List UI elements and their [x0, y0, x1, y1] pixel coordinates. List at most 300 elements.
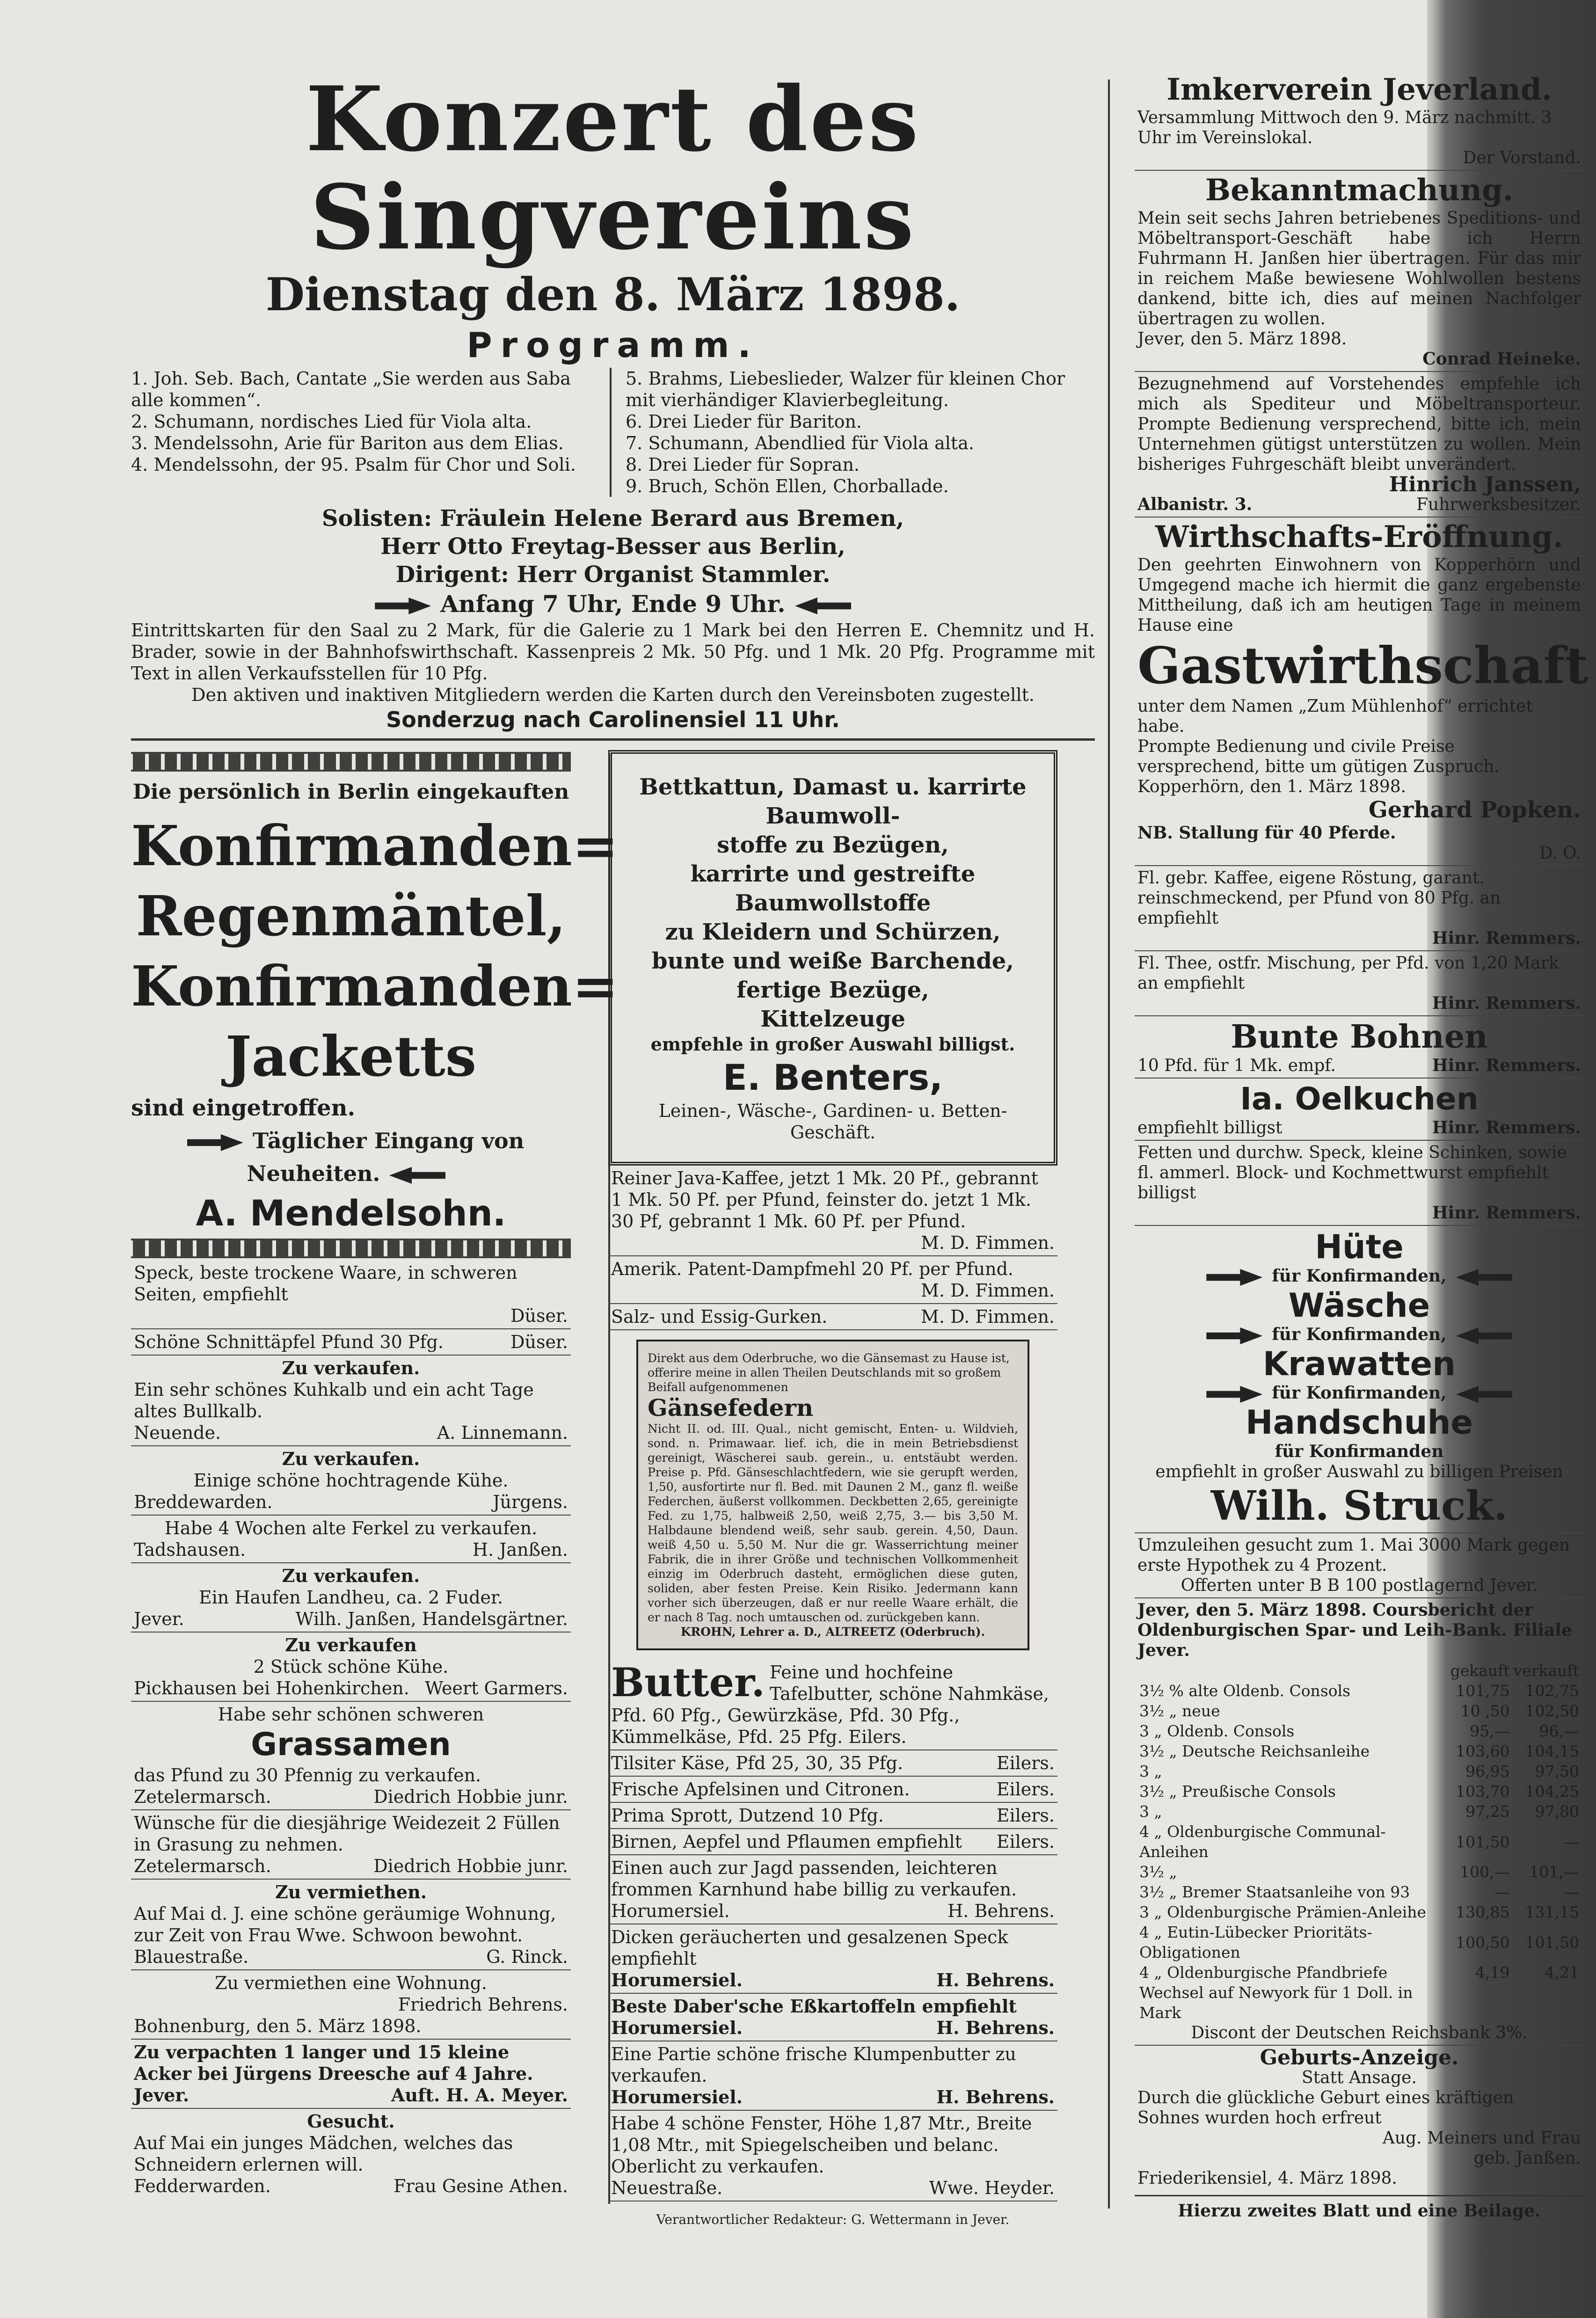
course-table — [1137, 1661, 1581, 2023]
struck-heading: Wäsche — [1288, 1286, 1430, 1325]
pointing-hand-icon — [1456, 1386, 1512, 1403]
ad-text: Habe 4 Wochen alte Ferkel zu verkaufen. — [164, 1518, 538, 1538]
course-cell: — — [1564, 1883, 1579, 1901]
course-cell: 3½ „ Preußische Consols — [1139, 1782, 1336, 1800]
ad — [1135, 1016, 1584, 1079]
ad-place: Breddewarden. — [134, 1492, 273, 1512]
ad — [608, 2041, 1057, 2111]
pointing-hand-icon — [1206, 1327, 1262, 1344]
struck-name: Wilh. Struck. — [1210, 1482, 1508, 1530]
ad-heading: Zu vermiethen. — [275, 1881, 427, 1903]
benters-line: stoffe zu Bezügen, — [717, 832, 949, 858]
ad-place: Horumersiel. — [611, 2017, 743, 2038]
ad-sign: Düser. — [510, 1332, 568, 1352]
ad-sign: A. Linnemann. — [437, 1422, 568, 1443]
divider — [131, 738, 1095, 741]
ad-text: Salz- und Essig-Gurken. — [611, 1306, 828, 1327]
course-row — [1137, 1822, 1581, 1862]
ad-place: Fedderwarden. — [134, 2176, 271, 2196]
ad-text: Eine Partie schöne frische Klumpenbutter zu verkaufen. — [611, 2044, 1016, 2086]
ad-place: Tadshausen. — [134, 1539, 246, 1560]
divider — [1135, 2195, 1584, 2196]
loan-text: Umzuleihen gesucht zum 1. Mai 3000 Mark gegen erste Hypothek zu 4 Prozent. — [1137, 1536, 1570, 1575]
ad-heading: Zu verkaufen. — [282, 1565, 420, 1586]
concert-title: Konzert des Singvereins — [306, 67, 920, 270]
ad-text: Speck, beste trockene Waare, in schweren Seiten, empfiehlt — [134, 1262, 517, 1305]
ad-text: Versammlung Mittwoch den 9. März nachmitt. 3 Uhr im Vereinslokal. — [1137, 108, 1552, 147]
right-column — [1135, 70, 1589, 2221]
course-report — [1135, 1598, 1584, 2046]
ad — [131, 1880, 571, 1970]
birth-ad — [1135, 2046, 1584, 2190]
wirth-heading: Wirthschafts-Eröffnung. — [1155, 519, 1563, 554]
ad-place: Horumersiel. — [611, 1901, 730, 1921]
ads-row — [131, 750, 1095, 2231]
ad-text: Beste Daber'sche Eßkartoffeln empfiehlt — [611, 1996, 1017, 2017]
ad-sign: Hinr. Remmers. — [1432, 993, 1581, 1013]
ad-text: Mein seit sechs Jahren betriebenes Speditions- und Möbeltransport-Geschäft habe ich Herrn Fuhrmann H. Janßen hier übertragen. Für das mir in reichem Maße bewiesene Wohlwollen bestens dankend, bitte ich, dies auf meinen Nachfolger übertragen zu wollen. — [1137, 209, 1581, 328]
ad-place: Blauestraße. — [134, 1946, 249, 1967]
ad-heading: Zu verkaufen. — [282, 1357, 420, 1378]
ad-text: Birnen, Aepfel und Pflaumen empfiehlt — [611, 1831, 962, 1852]
ad-sign: Eilers. — [996, 1753, 1055, 1773]
ad — [608, 1994, 1057, 2041]
program-item: 2. Schumann, nordisches Lied für Viola alta. — [131, 411, 532, 432]
ad-sign: Wilh. Janßen, Handelsgärtner. — [295, 1609, 568, 1629]
pointing-hand-icon — [375, 598, 431, 614]
course-row — [1137, 1902, 1581, 1922]
mendelsohn-name: A. Mendelsohn. — [196, 1192, 506, 1234]
mendelsohn-line: Konfirmanden= — [131, 954, 619, 1019]
footer-editor: Verantwortlicher Redakteur: G. Wettermann in Jever. — [656, 2212, 1010, 2227]
ads-col-b — [608, 750, 1057, 2231]
ad — [131, 1702, 571, 1810]
ad-sign: Jürgens. — [493, 1492, 568, 1512]
ad-sign: H. Behrens. — [936, 2086, 1055, 2107]
wirth-text-2: unter dem Namen „Zum Mühlenhof“ errichtet habe. — [1137, 697, 1533, 736]
loan-ad — [1135, 1533, 1584, 1598]
ad-place: Jever. — [134, 2085, 189, 2106]
ad-text: Einige schöne hochtragende Kühe. — [193, 1470, 509, 1491]
benters-name: E. Benters, — [722, 1057, 943, 1098]
program-item: 8. Drei Lieder für Sopran. — [626, 454, 860, 475]
struck-text: empfiehlt in großer Auswahl zu billigen Preisen — [1155, 1462, 1563, 1481]
pointing-hand-icon — [389, 1167, 445, 1184]
ad-text: Amerik. Patent-Dampfmehl 20 Pf. per Pfund. — [611, 1259, 1014, 1279]
struck-ad — [1135, 1226, 1584, 1533]
pointing-hand-icon — [795, 598, 851, 614]
ad — [1135, 951, 1584, 1016]
course-cell — [1512, 1983, 1581, 2023]
ad — [608, 1750, 1057, 1777]
program-left — [131, 368, 612, 497]
course-cell: 131,15 — [1525, 1903, 1579, 1921]
course-col-header: verkauft — [1513, 1662, 1579, 1680]
wirth-sign: Gerhard Popken. — [1368, 797, 1581, 823]
benters-recommend: empfehle in großer Auswahl billigst. — [650, 1034, 1015, 1055]
course-cell: 3½ % alte Oldenb. Consols — [1139, 1682, 1351, 1700]
ad — [608, 1924, 1057, 1994]
ad-sign: M. D. Fimmen. — [921, 1280, 1055, 1301]
ticket-info: Eintrittskarten für den Saal zu 2 Mark, für die Galerie zu 1 Mark bei den Herren E. Chemnitz und H. Brader, sowie in der Bahnhofswirthschaft. Kassenpreis 2 Mk. 50 Pfg. und 1 Mk. 20 Pfg. Programme mit Text in allen Verkaufsstellen für 10 Pfg. — [131, 620, 1095, 684]
ad — [131, 1633, 571, 1702]
soloists: Solisten: Fräulein Helene Berard aus Bremen, — [321, 505, 904, 532]
ad — [131, 1260, 571, 1329]
ad-sign: H. Behrens. — [936, 2017, 1055, 2038]
course-col-header: gekauft — [1450, 1662, 1510, 1680]
ad-place: Albanistr. 3. — [1137, 495, 1253, 514]
ad-text: Ein Haufen Landheu, ca. 2 Fuder. — [198, 1587, 503, 1608]
butter-ad — [608, 1660, 1057, 1750]
ad-place: Bohnenburg, den 5. März 1898. — [134, 2016, 422, 2036]
birth-place: Friederikensiel, 4. März 1898. — [1137, 2169, 1397, 2188]
feathers-body: Nicht II. od. III. Qual., nicht gemischt, Enten- u. Wildvieh, sond. n. Primawaar. lief. ich, die in mein Betriebsdienst gereinigt, Wäscherei saub. gerein., u. entstäubt werden. Preise p. Pfd. Gänseschlachtfedern, wie sie gerupft werden, 1,50, ausfortirte nur fl. Bed. mit Daunen 2 M., ganz fl. weiße Federchen, äußerst vollkommen. Deckbetten 2,65, gereinigte Fed. zu 1,75, halbweiß 2,50, weiß 2,75, 3.— bis 3,50 M. Halbdaune blendend weiß, sehr saub. gerein. 4,50, Daun. weiß 4,50 u. 5,50 M. Nur die gr. Wasserrichtung meiner Fabrik, die in ihrer Größe und technischen Vollkommenheit einzig im Oderbruch dasteht, ermöglichen diese guten, soliden, aber festen Preise. Kein Risiko. Jedermann kann vorher sich überzeugen, daß er nur reelle Waare erhält, die er nach 8 Tag. noch umtauschen od. zurückgeben kann. — [648, 1422, 1018, 1624]
struck-for-text: für Konfirmanden, — [1272, 1383, 1447, 1403]
ad-sign: Hinr. Remmers. — [1432, 1203, 1581, 1223]
butter-sign: Eilers. — [848, 1727, 907, 1747]
mendelsohn-arrived: sind eingetroffen. — [131, 1095, 356, 1121]
benters-line: Bettkattun, Damast u. karrirte Baumwoll- — [639, 774, 1027, 829]
mendelsohn-line: Regenmäntel, — [136, 883, 566, 948]
course-cell: 4 „ Eutin-Lübecker Prioritäts-Obligationen — [1139, 1923, 1372, 1961]
ad-place: Neuestraße. — [611, 2178, 723, 2198]
ad-text: empfiehlt billigst — [1137, 1118, 1283, 1137]
ad-place: Jever. — [134, 1609, 184, 1629]
ad-sign: M. D. Fimmen. — [921, 1306, 1055, 1327]
ad-text: Tilsiter Käse, Pfd 25, 30, 35 Pfg. — [611, 1753, 904, 1773]
ad-place: Zetelermarsch. — [134, 1856, 271, 1876]
ad-heading: Zu verkaufen. — [282, 1448, 420, 1469]
course-cell: 103,70 — [1456, 1782, 1510, 1800]
ad-sign: Diedrich Hobbie junr. — [373, 1786, 568, 1807]
ad — [131, 2040, 571, 2109]
course-row — [1137, 1862, 1581, 1882]
birth-sign: Aug. Meiners und Frau — [1382, 2128, 1581, 2148]
loan-text-2: Offerten unter B B 100 postlagernd Jever. — [1181, 1576, 1538, 1595]
ad-text: Fetten und durchw. Speck, kleine Schinken, sowie fl. ammerl. Block- und Kochmettwurst empfiehlt billigst — [1137, 1143, 1567, 1203]
course-row — [1137, 1681, 1581, 1701]
program-item: 3. Mendelssohn, Arie für Bariton aus dem Elias. — [131, 433, 564, 453]
ornament-border — [131, 1239, 571, 1258]
course-cell: 101,75 — [1456, 1682, 1510, 1700]
course-cell: 104,15 — [1525, 1742, 1579, 1760]
ad — [131, 1810, 571, 1880]
struck-heading: Handschuhe — [1246, 1403, 1473, 1442]
course-cell: 3½ „ — [1139, 1863, 1177, 1881]
ad-sign: G. Rinck. — [486, 1946, 568, 1967]
program-item: 1. Joh. Seb. Bach, Cantate „Sie werden aus Saba alle kommen“. — [131, 368, 571, 410]
course-cell: 3 „ — [1139, 1762, 1162, 1780]
course-cell: 102,75 — [1525, 1682, 1579, 1700]
ad — [131, 1329, 571, 1356]
column-rule — [1108, 80, 1110, 2209]
ad-sign: Auft. H. A. Meyer. — [391, 2085, 568, 2106]
course-row — [1137, 1922, 1581, 1962]
ad-text: Bezugnehmend auf Vorstehendes empfehle ich mich als Spediteur und Möbeltransporteur. Prompte Bedienung versprechend, bitte ich, mein Unternehmen gütigst unterstützen zu wollen. Mein bisheriges Fuhrgeschäft bleibt unverändert. — [1137, 374, 1581, 474]
ad-sign: Hinr. Remmers. — [1432, 1056, 1581, 1075]
benters-line: fertige Bezüge, — [736, 977, 929, 1003]
struck-for — [1137, 1266, 1581, 1286]
ad-sign: Conrad Heineke. — [1422, 349, 1581, 369]
ad — [608, 1304, 1057, 1330]
course-cell: 95,— — [1470, 1722, 1510, 1740]
course-cell: 4,21 — [1545, 1963, 1579, 1982]
ad-text: Fl. Thee, ostfr. Mischung, per Pfd. von 1,20 Mark an empfiehlt — [1137, 954, 1559, 993]
butter-heading: Butter. — [611, 1659, 765, 1706]
ad-sign: Frau Gesine Athen. — [394, 2176, 568, 2196]
pointing-hand-icon — [1206, 1386, 1262, 1403]
benters-line: zu Kleidern und Schürzen, — [665, 919, 1001, 945]
ad — [608, 1256, 1057, 1304]
ad-sign: Hinr. Remmers. — [1432, 928, 1581, 948]
pointing-hand-icon — [1456, 1269, 1512, 1286]
ad-heading: Gesucht. — [307, 2111, 395, 2132]
concert-date: Dienstag den 8. März 1898. — [265, 268, 961, 321]
program-item: 4. Mendelssohn, der 95. Psalm für Chor und Soli. — [131, 454, 576, 475]
birth-sign-2: geb. Janßen. — [1473, 2149, 1581, 2168]
program-item: 7. Schumann, Abendlied für Viola alta. — [626, 433, 974, 453]
ad — [608, 1166, 1057, 1256]
ad-text: Reiner Java-Kaffee, jetzt 1 Mk. 20 Pf., gebrannt 1 Mk. 50 Pf. per Pfund, feinster do. jetzt 1 Mk. 30 Pf, gebrannt 1 Mk. 60 Pf. per Pfund. — [611, 1168, 1038, 1232]
ad — [1135, 1079, 1584, 1141]
ad — [1135, 372, 1584, 518]
benters-line: Kittelzeuge — [760, 1006, 905, 1032]
benters-ad — [608, 750, 1057, 1166]
mendelsohn-daily: Täglicher Eingang von Neuheiten. — [247, 1128, 525, 1186]
course-cell: 101,50 — [1456, 1832, 1510, 1851]
ad-sign: H. Janßen. — [472, 1539, 568, 1560]
course-row — [1137, 1781, 1581, 1801]
ad-sign-2: Fuhrwerksbesitzer. — [1416, 495, 1581, 514]
wirth-nb: NB. Stallung für 40 Pferde. — [1137, 823, 1396, 843]
ad-text: Zu vermiethen eine Wohnung. — [215, 1973, 487, 1993]
course-cell: 3½ „ Bremer Staatsanleihe von 93 — [1139, 1883, 1410, 1901]
ad-place: Zetelermarsch. — [134, 1786, 271, 1807]
course-heading: Jever, den 5. März 1898. Coursbericht der Oldenburgischen Spar- und Leih-Bank. Filiale Jever. — [1137, 1600, 1572, 1660]
ad-text: Auf Mai d. J. eine schöne geräumige Wohnung, zur Zeit von Frau Wwe. Schwoon bewohnt. — [134, 1903, 556, 1946]
ad-sign: Hinrich Janssen, — [1389, 473, 1581, 496]
course-cell: — — [1494, 1883, 1510, 1901]
course-cell: 96,95 — [1465, 1762, 1510, 1780]
struck-for — [1137, 1325, 1581, 1345]
ad-heading: Imkerverein Jeverland. — [1166, 72, 1552, 107]
ad-sign: Der Vorstand. — [1463, 148, 1581, 168]
ad-text: Habe 4 schöne Fenster, Höhe 1,87 Mtr., Breite 1,08 Mtr., mit Spiegelscheiben und belanc. Oberlicht zu verkaufen. — [611, 2113, 1032, 2177]
course-cell: 103,60 — [1456, 1742, 1510, 1760]
course-row — [1137, 1721, 1581, 1741]
ad-sign: H. Behrens. — [936, 1969, 1055, 1990]
course-cell: — — [1564, 1832, 1579, 1851]
course-cell: 3 „ Oldenburgische Prämien-Anleihe — [1139, 1903, 1427, 1921]
ads-col-a — [131, 750, 619, 2231]
birth-subheading: Statt Ansage. — [1302, 2068, 1417, 2087]
ad — [131, 1563, 571, 1633]
soloist-2: Herr Otto Freytag-Besser aus Berlin, — [380, 533, 845, 560]
wirth-text-3: Prompte Bedienung und civile Preise versprechend, bitte um gütigen Zuspruch. — [1137, 737, 1500, 776]
ad — [131, 1516, 571, 1563]
course-row — [1137, 1801, 1581, 1822]
course-cell: 3 „ Oldenb. Consols — [1139, 1722, 1295, 1740]
members-info: Den aktiven und inaktiven Mitgliedern werden die Karten durch den Vereinsboten zugestellt. — [191, 685, 1035, 705]
ad-text: 2 Stück schöne Kühe. — [253, 1656, 449, 1677]
ad-place: Pickhausen bei Hohenkirchen. — [134, 1678, 409, 1698]
program-right — [626, 368, 1095, 497]
struck-heading: Hüte — [1315, 1228, 1404, 1266]
struck-for — [1137, 1383, 1581, 1403]
course-cell: 3½ „ neue — [1139, 1702, 1220, 1720]
ad-sign: Diedrich Hobbie junr. — [373, 1856, 568, 1876]
ad-sign: Weert Garmers. — [425, 1678, 568, 1698]
ad-place: Horumersiel. — [611, 1969, 743, 1990]
feathers-name: Gänsefedern — [648, 1394, 814, 1421]
ad-sign: Hinr. Remmers. — [1432, 1118, 1581, 1137]
mendelsohn-daily-line — [131, 1124, 571, 1190]
ad-place: Jever, den 5. März 1898. — [1137, 329, 1347, 349]
birth-text: Durch die glückliche Geburt eines kräftigen Sohnes wurden hoch erfreut — [1137, 2088, 1514, 2128]
struck-for: für Konfirmanden — [1275, 1442, 1444, 1461]
ad-place: Neuende. — [134, 1422, 221, 1443]
course-cell: 4 „ Oldenburgische Pfandbriefe — [1139, 1963, 1388, 1982]
ad — [608, 1855, 1057, 1924]
ad-heading: Bunte Bohnen — [1231, 1018, 1488, 1056]
course-cell: 100,50 — [1456, 1933, 1510, 1952]
course-cell: 96,— — [1539, 1722, 1579, 1740]
ad-text: Habe sehr schönen schweren — [218, 1704, 484, 1725]
ad-heading: Zu verkaufen — [285, 1634, 417, 1655]
program-item: 9. Bruch, Schön Ellen, Chorballade. — [626, 476, 949, 496]
ad-heading: Ia. Oelkuchen — [1240, 1081, 1479, 1117]
ornament-border — [131, 752, 571, 772]
course-row — [1137, 1962, 1581, 1983]
mendelsohn-line: Konfirmanden= — [131, 813, 619, 878]
course-cell: 100,— — [1460, 1863, 1510, 1881]
program-item: 5. Brahms, Liebeslieder, Walzer für kleinen Chor mit vierhändiger Klavierbegleitung. — [626, 368, 1065, 410]
feathers-top: Direkt aus dem Oderbruche, wo die Gänsemast zu Hause ist, offerire meine in allen Theilen Deutschlands mit so großem Beifall aufgenommenen — [648, 1351, 1010, 1394]
ad — [131, 1970, 571, 2040]
ad-big: Grassamen — [251, 1726, 451, 1763]
program-item: 6. Drei Lieder für Bariton. — [626, 411, 862, 432]
ad-text: Wünsche für die diesjährige Weidezeit 2 Füllen in Grasung zu nehmen. — [134, 1813, 560, 1855]
pointing-hand-icon — [187, 1134, 243, 1151]
ad-sign: Wwe. Heyder. — [929, 2178, 1055, 2198]
ad-text: Prima Sprott, Dutzend 10 Pfg. — [611, 1805, 884, 1826]
ad-text: Zu verpachten 1 langer und 15 kleine Acker bei Jürgens Dreesche auf 4 Jahre. — [134, 2041, 533, 2084]
mendelsohn-intro: Die persönlich in Berlin eingekauften — [132, 780, 569, 804]
wirth-nb-sign: D. O. — [1539, 844, 1581, 863]
wirth-text: Den geehrten Einwohnern von Kopperhörn und Umgegend mache ich hiermit die ganz ergebenste Mittheilung, daß ich am heutigen Tage in meinem Hause eine — [1137, 555, 1581, 635]
course-cell: 97,25 — [1465, 1802, 1510, 1821]
feathers-sig: KROHN, Lehrer a. D., ALTREETZ (Oderbruch). — [680, 1625, 985, 1639]
birth-heading: Geburts-Anzeige. — [1260, 2046, 1459, 2070]
ad — [608, 1829, 1057, 1855]
course-cell: 102,50 — [1525, 1702, 1579, 1720]
ad-text: Auf Mai ein junges Mädchen, welches das Schneidern erlernen will. — [134, 2133, 513, 2175]
ad — [131, 1356, 571, 1446]
wirth-place: Kopperhörn, den 1. März 1898. — [1137, 777, 1407, 796]
struck-heading: Krawatten — [1262, 1345, 1456, 1383]
course-row — [1137, 1761, 1581, 1781]
struck-for-text: für Konfirmanden, — [1272, 1325, 1447, 1344]
ad — [1135, 1141, 1584, 1226]
course-row — [1137, 1741, 1581, 1761]
course-cell: 101,— — [1529, 1863, 1579, 1881]
conductor: Dirigent: Herr Organist Stammler. — [395, 561, 831, 588]
course-cell: 10 ,50 — [1460, 1702, 1510, 1720]
wirth-big: Gastwirthschaft — [1137, 636, 1589, 695]
special-train: Sonderzug nach Carolinensiel 11 Uhr. — [386, 707, 840, 732]
program-heading: Programm. — [466, 325, 759, 365]
ad — [608, 1777, 1057, 1803]
ad-sign: Eilers. — [996, 1805, 1055, 1826]
course-cell: 97,50 — [1535, 1762, 1579, 1780]
ad — [1135, 866, 1584, 951]
course-cell: 97,80 — [1535, 1802, 1579, 1821]
ad-text: Ein sehr schönes Kuhkalb und ein acht Tage altes Bullkalb. — [134, 1379, 534, 1421]
ad-sign: H. Behrens. — [947, 1901, 1055, 1921]
concert-times: Anfang 7 Uhr, Ende 9 Uhr. — [440, 590, 786, 618]
concert-times-line — [131, 589, 1095, 620]
ad-sign: Düser. — [510, 1305, 568, 1326]
butter-text: Feine und hochfeine Tafelbutter, schöne Nahmkäse, Pfd. 60 Pfg., Gewürzkäse, Pfd. 30 Pfg., Kümmelkäse, Pfd. 25 Pfg. — [611, 1662, 1049, 1747]
mendelsohn-line: Jacketts — [225, 1024, 477, 1089]
ad — [1135, 171, 1584, 372]
ad-sign: Eilers. — [996, 1831, 1055, 1852]
ad-heading: Bekanntmachung. — [1205, 173, 1514, 208]
benters-trade: Leinen-, Wäsche-, Gardinen- u. Betten-Geschäft. — [658, 1101, 1007, 1143]
ad-text: 10 Pfd. für 1 Mk. empf. — [1137, 1056, 1336, 1075]
course-cell: 3 „ — [1139, 1802, 1162, 1821]
course-cell: 104,25 — [1525, 1782, 1579, 1800]
ad-text: Frische Apfelsinen und Citronen. — [611, 1779, 910, 1800]
ad-sign: M. D. Fimmen. — [921, 1232, 1055, 1253]
course-row — [1137, 1882, 1581, 1902]
left-columns — [131, 67, 1095, 2231]
ad-text: das Pfund zu 30 Pfennig zu verkaufen. — [134, 1765, 481, 1786]
ad-text: Schöne Schnittäpfel Pfund 30 Pfg. — [134, 1332, 444, 1352]
benters-line: bunte und weiße Barchende, — [652, 948, 1014, 974]
course-cell: 130,85 — [1456, 1903, 1510, 1921]
ad — [131, 2109, 571, 2199]
program-list — [131, 368, 1095, 497]
ad-text: Einen auch zur Jagd passenden, leichteren frommen Karnhund habe billig zu verkaufen. — [611, 1858, 1017, 1900]
ad-text: Dicken geräucherten und gesalzenen Speck empfiehlt — [611, 1927, 1008, 1969]
course-cell: 4,19 — [1475, 1963, 1510, 1982]
course-cell: 101,50 — [1525, 1933, 1579, 1952]
ad-sign: Eilers. — [996, 1779, 1055, 1800]
ad-place: Horumersiel. — [611, 2086, 743, 2107]
course-cell: 4 „ Oldenburgische Communal-Anleihen — [1139, 1822, 1386, 1861]
wirth-ad — [1135, 518, 1589, 866]
feathers-ad — [636, 1340, 1029, 1650]
ad-sign: Friedrich Behrens. — [398, 1994, 568, 2015]
pointing-hand-icon — [1456, 1327, 1512, 1344]
pointing-hand-icon — [1206, 1269, 1262, 1286]
course-cell — [1449, 1983, 1512, 2023]
struck-for-text: für Konfirmanden, — [1272, 1266, 1447, 1286]
supplement-note: Hierzu zweites Blatt und eine Beilage. — [1178, 2201, 1541, 2221]
benters-line: karrirte und gestreifte Baumwollstoffe — [690, 861, 976, 916]
ad-text: Fl. gebr. Kaffee, eigene Röstung, garant. reinschmeckend, per Pfund von 80 Pfg. an empfiehlt — [1137, 868, 1501, 928]
course-cell: Wechsel auf Newyork für 1 Doll. in Mark — [1139, 1983, 1413, 2022]
ad — [608, 1803, 1057, 1829]
course-discount: Discont der Deutschen Reichsbank 3%. — [1191, 2023, 1528, 2042]
ad — [608, 2111, 1057, 2201]
ad — [131, 1446, 571, 1516]
course-row — [1137, 1983, 1581, 2023]
ad — [1135, 70, 1584, 171]
course-row — [1137, 1701, 1581, 1721]
course-cell: 3½ „ Deutsche Reichsanleihe — [1139, 1742, 1370, 1760]
